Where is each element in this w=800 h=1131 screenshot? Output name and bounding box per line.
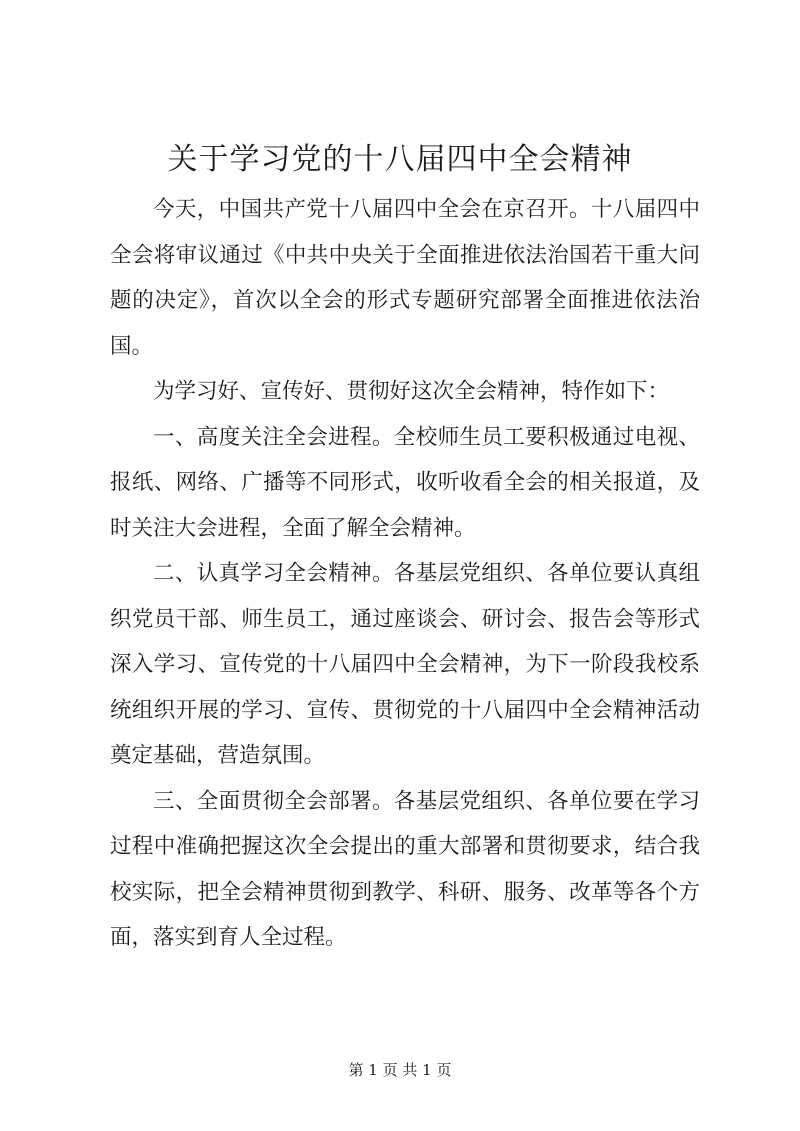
paragraph-item-2: 二、认真学习全会精神。各基层党组织、各单位要认真组织党员干部、师生员工，通过座谈会、研讨会、报告会等形式深入学习、宣传党的十八届四中全会精神，为下一阶段我校系统组织开展的学习、宣传、贯彻党的十八届四中全会精神活动奠定基础，营造氛围。 xyxy=(110,561,700,768)
paragraph-intro: 今天，中国共产党十八届四中全会在京召开。十八届四中全会将审议通过《中共中央关于全面推进依法治国若干重大问题的决定》，首次以全会的形式专题研究部署全面推进依法治国。 xyxy=(110,197,700,359)
paragraph-purpose: 为学习好、宣传好、贯彻好这次全会精神，特作如下： xyxy=(153,379,670,404)
document-body xyxy=(110,187,700,961)
page-footer: 第 1 页 共 1 页 xyxy=(348,1061,452,1079)
paragraph-item-3: 三、全面贯彻全会部署。各基层党组织、各单位要在学习过程中准确把握这次全会提出的重大部署和贯彻要求，结合我校实际，把全会精神贯彻到教学、科研、服务、改革等各个方面，落实到育人全过程。 xyxy=(110,788,700,950)
paragraph-item-1: 一、高度关注全会进程。全校师生员工要积极通过电视、报纸、网络、广播等不同形式，收听收看全会的相关报道，及时关注大会进程，全面了解全会精神。 xyxy=(110,424,700,541)
document-title: 关于学习党的十八届四中全会精神 xyxy=(167,142,633,177)
